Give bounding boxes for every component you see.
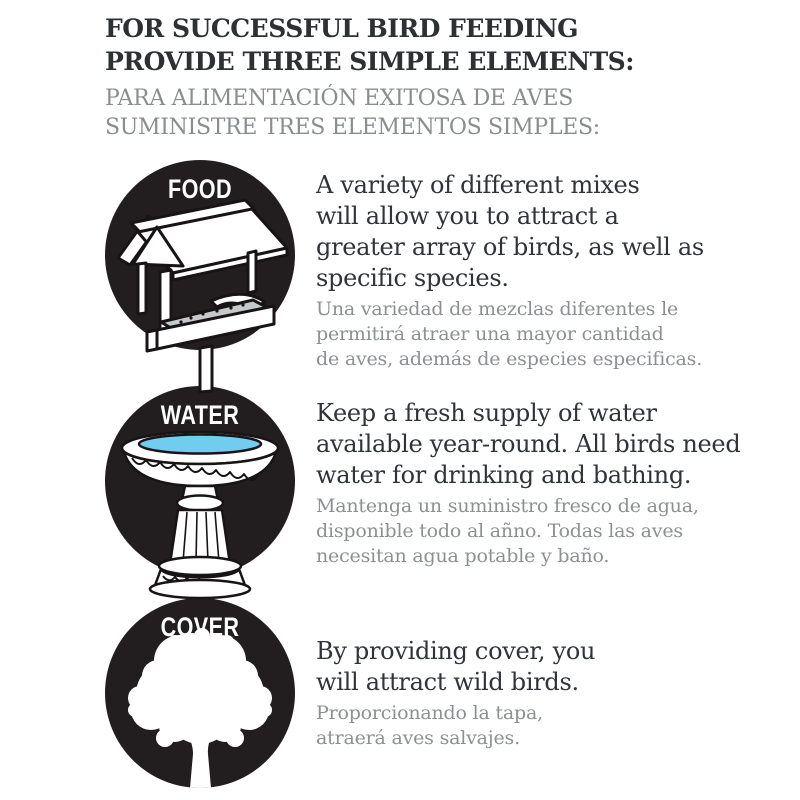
cover-medallion [105,598,295,800]
food-text-english: A variety of different mixes will allow you to attract a greater array of birds, as well as specific species. [316,171,704,292]
food-medallion [105,160,295,420]
title-line-1: FOR SUCCESSFUL BIRD FEEDING [105,14,579,43]
food-text [316,170,756,372]
cover-text [316,636,756,751]
water-medallion [105,386,295,646]
page-title [105,12,755,78]
water-text-english: Keep a fresh supply of water available year-round. All birds need water for drinking and bathing. [316,399,741,489]
page-subtitle-spanish [105,84,755,142]
cover-label: COVER [160,612,240,642]
title-line-2: PROVIDE THREE SIMPLE ELEMENTS: [105,47,634,76]
water-label: WATER [160,400,240,430]
subtitle-line-1: PARA ALIMENTACIÓN EXITOSA DE AVES [105,86,573,111]
food-text-spanish: Una variedad de mezclas diferentes le permitirá atraer una mayor cantidad de aves, además de especies especificas. [316,298,703,370]
water-text-spanish: Mantenga un suministro fresco de agua, disponible todo al añno. Todas las aves necesitan agua potable y baño. [316,495,699,567]
cover-text-english: By providing cover, you will attract wild birds. [316,637,596,696]
subtitle-line-2: SUMINISTRE TRES ELEMENTOS SIMPLES: [105,115,600,140]
header [105,12,755,142]
food-label: FOOD [168,174,232,204]
water-text [316,398,756,569]
cover-text-spanish: Proporcionando la tapa, atraerá aves salvajes. [316,702,543,749]
